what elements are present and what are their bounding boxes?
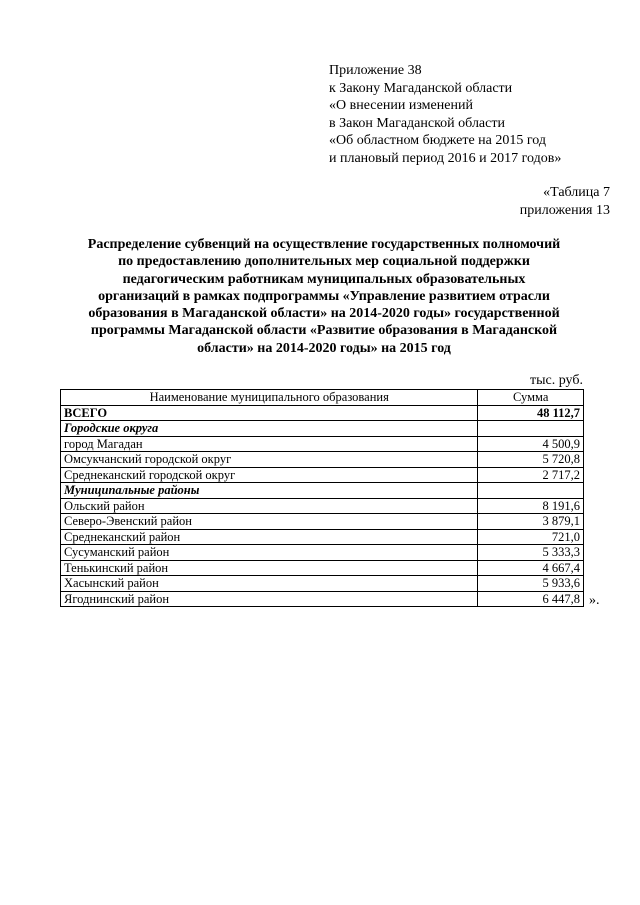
municipality-sum: 4 667,4 (478, 560, 584, 576)
municipality-sum: 8 191,6 (478, 498, 584, 514)
municipality-name: Среднеканский городской округ (61, 467, 478, 483)
group-row (61, 483, 584, 499)
municipality-sum: 2 717,2 (478, 467, 584, 483)
total-label: ВСЕГО (61, 405, 478, 421)
group-label: Городские округа (61, 421, 478, 437)
table-row (61, 436, 584, 452)
municipality-sum: 3 879,1 (478, 514, 584, 530)
appendix-line: к Закону Магаданской области (329, 80, 513, 96)
municipality-name: Среднеканский район (61, 529, 478, 545)
title-line: педагогическим работникам муниципальных образовательных (122, 271, 526, 287)
closing-quote-mark: ». (589, 593, 600, 608)
unit-label: тыс. руб. (530, 373, 583, 388)
document-title (54, 236, 594, 357)
municipality-sum: 5 933,6 (478, 576, 584, 592)
group-sum-empty (478, 483, 584, 499)
table-reference-line: «Таблица 7 (543, 185, 610, 200)
total-sum: 48 112,7 (478, 405, 584, 421)
title-line: Распределение субвенций на осуществление государственных полномочий (87, 237, 561, 252)
appendix-header (329, 62, 561, 167)
municipality-name: Омсукчанский городской округ (61, 452, 478, 468)
table-reference-line: приложения 13 (519, 202, 610, 218)
municipality-name: Ягоднинский район (61, 591, 478, 607)
title-line: образования в Магаданской области» на 2014-2020 годы» государственной (88, 306, 560, 322)
municipality-name: Северо-Эвенский район (61, 514, 478, 530)
appendix-line: в Закон Магаданской области (329, 115, 505, 131)
column-header-sum: Сумма (478, 390, 584, 406)
group-sum-empty (478, 421, 584, 437)
table-reference (520, 184, 610, 219)
table-header-row (61, 390, 584, 406)
column-header-name: Наименование муниципального образования (61, 390, 478, 406)
municipality-name: Ольский район (61, 498, 478, 514)
municipality-name: Хасынский район (61, 576, 478, 592)
title-line: по предоставлению дополнительных мер социальной поддержки (118, 254, 530, 270)
appendix-line: и плановый период 2016 и 2017 годов» (329, 150, 562, 166)
table-row (61, 576, 584, 592)
table-row (61, 514, 584, 530)
municipality-sum: 6 447,8 (478, 591, 584, 607)
municipality-name: Сусуманский район (61, 545, 478, 561)
municipality-sum: 4 500,9 (478, 436, 584, 452)
table-row (61, 467, 584, 483)
appendix-line: Приложение 38 (329, 63, 422, 78)
municipality-sum: 721,0 (478, 529, 584, 545)
title-line: области» на 2014-2020 годы» на 2015 год (197, 340, 451, 356)
municipality-sum: 5 720,8 (478, 452, 584, 468)
table-row (61, 591, 584, 607)
appendix-line: «Об областном бюджете на 2015 год (329, 133, 546, 148)
municipality-sum: 5 333,3 (478, 545, 584, 561)
appendix-line: «О внесении изменений (329, 98, 473, 113)
table-row (61, 545, 584, 561)
table-row (61, 560, 584, 576)
table-row (61, 498, 584, 514)
municipality-name: Тенькинский район (61, 560, 478, 576)
table-row (61, 529, 584, 545)
municipality-name: город Магадан (61, 436, 478, 452)
title-line: организаций в рамках подпрограммы «Управление развитием отрасли (98, 288, 550, 304)
table-row (61, 452, 584, 468)
group-label: Муниципальные районы (61, 483, 478, 499)
subvention-table (60, 389, 584, 607)
title-line: программы Магаданской области «Развитие образования в Магаданской (90, 323, 558, 339)
group-row (61, 421, 584, 437)
total-row (61, 405, 584, 421)
